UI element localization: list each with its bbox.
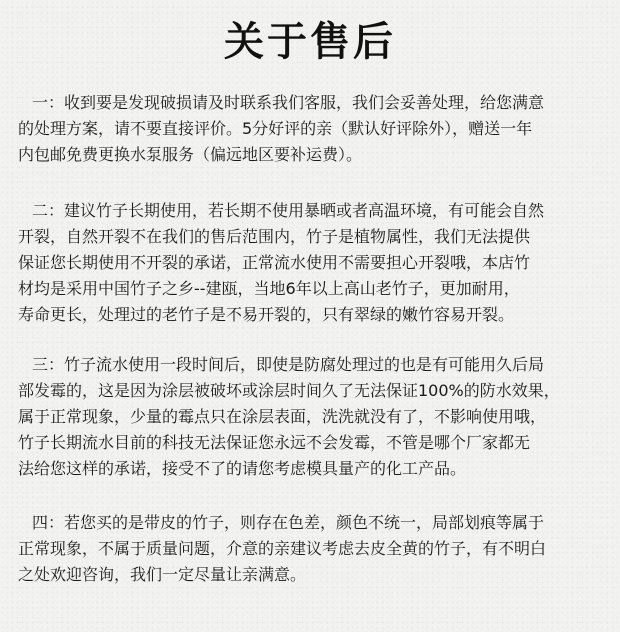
section-one [18, 90, 604, 168]
section-two [18, 198, 604, 328]
section-three [18, 352, 604, 482]
section-three-line: 法给您这样的承诺，接受不了的请您考虑模具量产的化工产品。 [18, 459, 467, 478]
section-four [18, 510, 604, 588]
section-four-line: 正常现象，不属于质量问题，介意的亲建议考虑去皮全黄的竹子，有不明白 [18, 539, 547, 558]
section-two-line: 寿命更长，处理过的老竹子是不易开裂的，只有翠绿的嫩竹容易开裂。 [18, 305, 515, 324]
section-three-line: 属于正常现象，少量的霉点只在涂层表面，洗洗就没有了，不影响使用哦， [18, 407, 547, 426]
section-one-line: 一：收到要是发现破损请及时联系我们客服，我们会妥善处理，给您满意 [32, 93, 545, 112]
page-title: 关于售后 [224, 19, 396, 65]
section-three-line: 竹子长期流水目前的科技无法保证您永远不会发霉，不管是哪个厂家都无 [18, 433, 531, 452]
section-two-line: 保证您长期使用不开裂的承诺，正常流水使用不需要担心开裂哦，本店竹 [18, 253, 531, 272]
section-two-line: 二：建议竹子长期使用，若长期不使用暴晒或者高温环境，有可能会自然 [32, 201, 545, 220]
section-three-line: 三：竹子流水使用一段时间后，即使是防腐处理过的也是有可能用久后局 [32, 355, 545, 374]
section-three-line: 部发霉的，这是因为涂层被破坏或涂层时间久了无法保证100%的防水效果， [18, 381, 560, 400]
section-one-line: 内包邮免费更换水泵服务（偏远地区要补运费）。 [18, 145, 363, 164]
section-two-line: 材均是采用中国竹子之乡--建瓯，当地6年以上高山老竹子，更加耐用， [18, 279, 520, 298]
section-two-line: 开裂，自然开裂不在我们的售后范围内，竹子是植物属性，我们无法提供 [18, 227, 531, 246]
section-four-line: 四：若您买的是带皮的竹子，则存在色差，颜色不统一，局部划痕等属于 [32, 513, 545, 532]
section-one-line: 的处理方案，请不要直接评价。5分好评的亲（默认好评除外），赠送一年 [18, 119, 533, 138]
section-four-line: 之处欢迎咨询，我们一定尽量让亲满意。 [18, 565, 307, 584]
